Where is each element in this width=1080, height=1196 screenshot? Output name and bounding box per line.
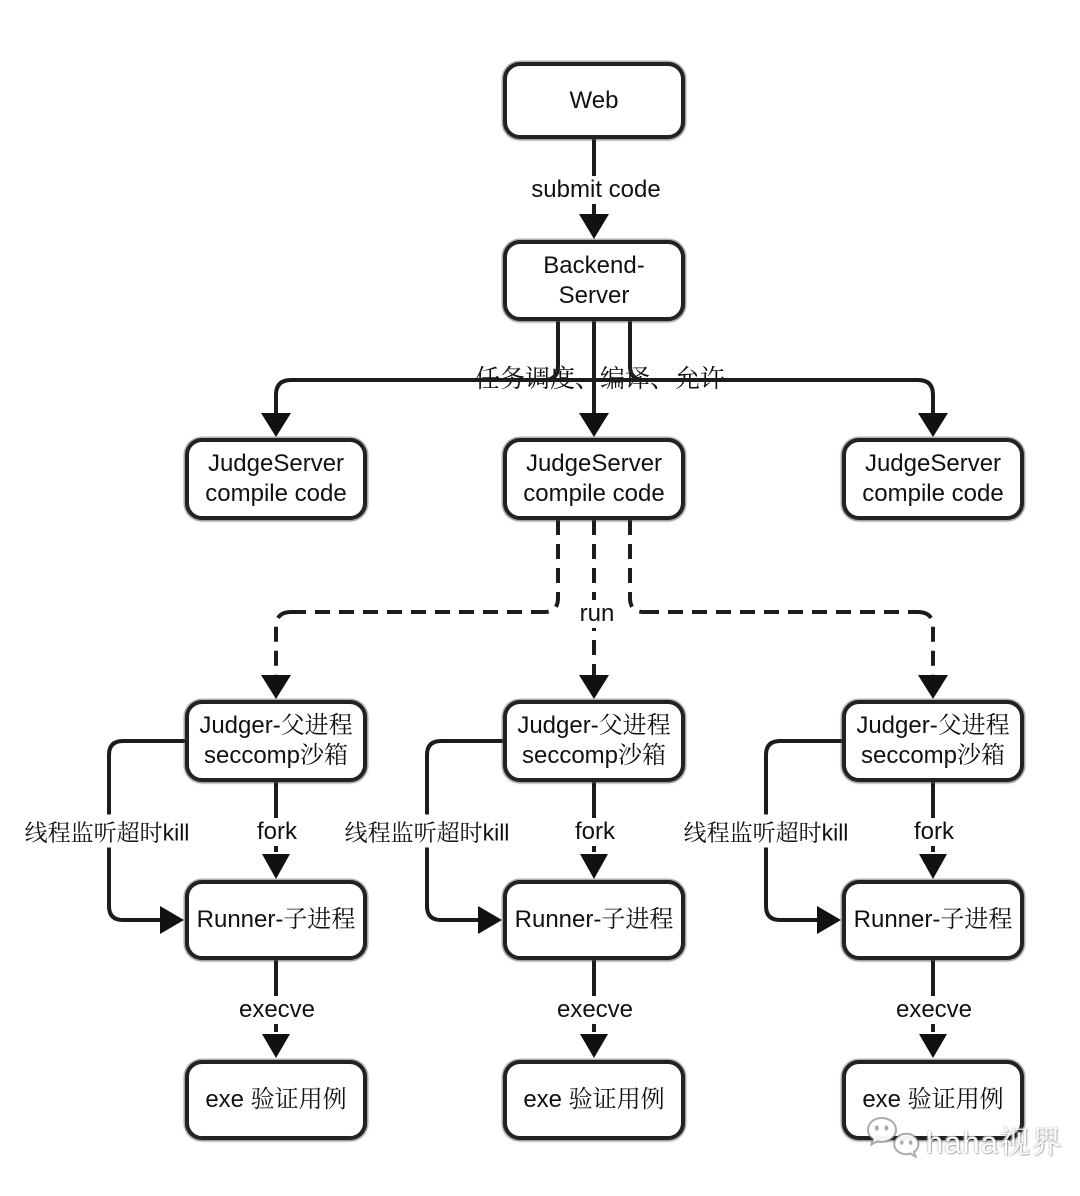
arrowhead-down [919,1034,947,1058]
arrowhead-down [579,675,609,699]
arrowhead-down [918,413,948,437]
node-judger-left [185,700,367,782]
node-judger-line2: seccomp沙箱 [860,742,1006,769]
node-backend-line2: Server [558,281,630,309]
node-web-label: Web [569,86,619,114]
edge-dispatch-elbow-left [276,380,291,414]
edge-run-elbow-left [276,612,291,675]
node-judge-server-line2: compile code [862,480,1004,507]
arrowhead-down [919,854,947,879]
arrowhead-down [579,214,609,239]
node-judge-server-left [185,438,367,520]
node-backend-line1: Backend- [543,251,645,279]
node-runner-right [842,880,1024,960]
node-runner-label: Runner-子进程 [196,906,356,933]
node-judger-line1: Judger-父进程 [517,712,671,739]
node-web [503,62,685,139]
node-judge-server-line2: compile code [523,480,665,507]
node-runner-label: Runner-子进程 [514,906,674,933]
node-exe-label: exe 验证用例 [205,1086,347,1113]
arrowhead-right [478,906,502,934]
edge-run-elbow-right [918,612,933,675]
edge-label-execve-left: execve [234,996,320,1024]
arrowhead-down [918,675,948,699]
arrowhead-down [261,675,291,699]
node-judger-line2: seccomp沙箱 [203,742,349,769]
node-judge-server-right [842,438,1024,520]
node-judger-middle [503,700,685,782]
arrowhead-right [160,906,184,934]
arrowhead-down [262,854,290,879]
node-judge-server-line1: JudgeServer [864,450,1002,477]
node-judger-line1: Judger-父进程 [199,712,353,739]
node-exe-middle [503,1060,685,1140]
node-exe-label: exe 验证用例 [862,1086,1004,1113]
node-judger-line1: Judger-父进程 [856,712,1010,739]
node-runner-middle [503,880,685,960]
edge-label-fork-left: fork [252,818,302,846]
edge-run-stub-right [630,520,644,612]
edge-label-submit-code: submit code [526,176,665,204]
edge-label-monitor-kill-middle: 线程监听超时kill [340,815,515,848]
edge-backend-stub-right [630,321,644,380]
edge-label-monitor-kill-left: 线程监听超时kill [20,815,195,848]
arrowhead-down [580,854,608,879]
node-judge-server-line1: JudgeServer [207,450,345,477]
edge-label-fork-middle: fork [570,818,620,846]
node-judge-server-line2: compile code [205,480,347,507]
node-judge-server-middle [503,438,685,520]
edge-label-run: run [575,600,620,628]
node-runner-label: Runner-子进程 [853,906,1013,933]
arrowhead-right [817,906,841,934]
arrowhead-down [261,413,291,437]
edge-label-execve-middle: execve [552,996,638,1024]
edge-run-stub-left [544,520,558,612]
watermark-text: haha视界 [926,1124,1063,1160]
arrowhead-down [580,1034,608,1058]
wechat-bubbles-icon [866,1114,922,1164]
node-judger-line2: seccomp沙箱 [521,742,667,769]
arrowhead-down [262,1034,290,1058]
node-judger-right [842,700,1024,782]
edge-label-execve-right: execve [891,996,977,1024]
edge-label-monitor-kill-right: 线程监听超时kill [679,815,854,848]
edge-label-fork-right: fork [909,818,959,846]
edge-dispatch-elbow-right [918,380,933,414]
watermark [866,1114,1063,1164]
node-judge-server-line1: JudgeServer [525,450,663,477]
node-exe-left [185,1060,367,1140]
arrowhead-down [579,413,609,437]
edge-backend-stub-left [544,321,558,380]
node-exe-label: exe 验证用例 [523,1086,665,1113]
node-backend-server [503,240,685,321]
node-runner-left [185,880,367,960]
edge-label-dispatch: 任务调度、编译、允许 [474,365,726,393]
